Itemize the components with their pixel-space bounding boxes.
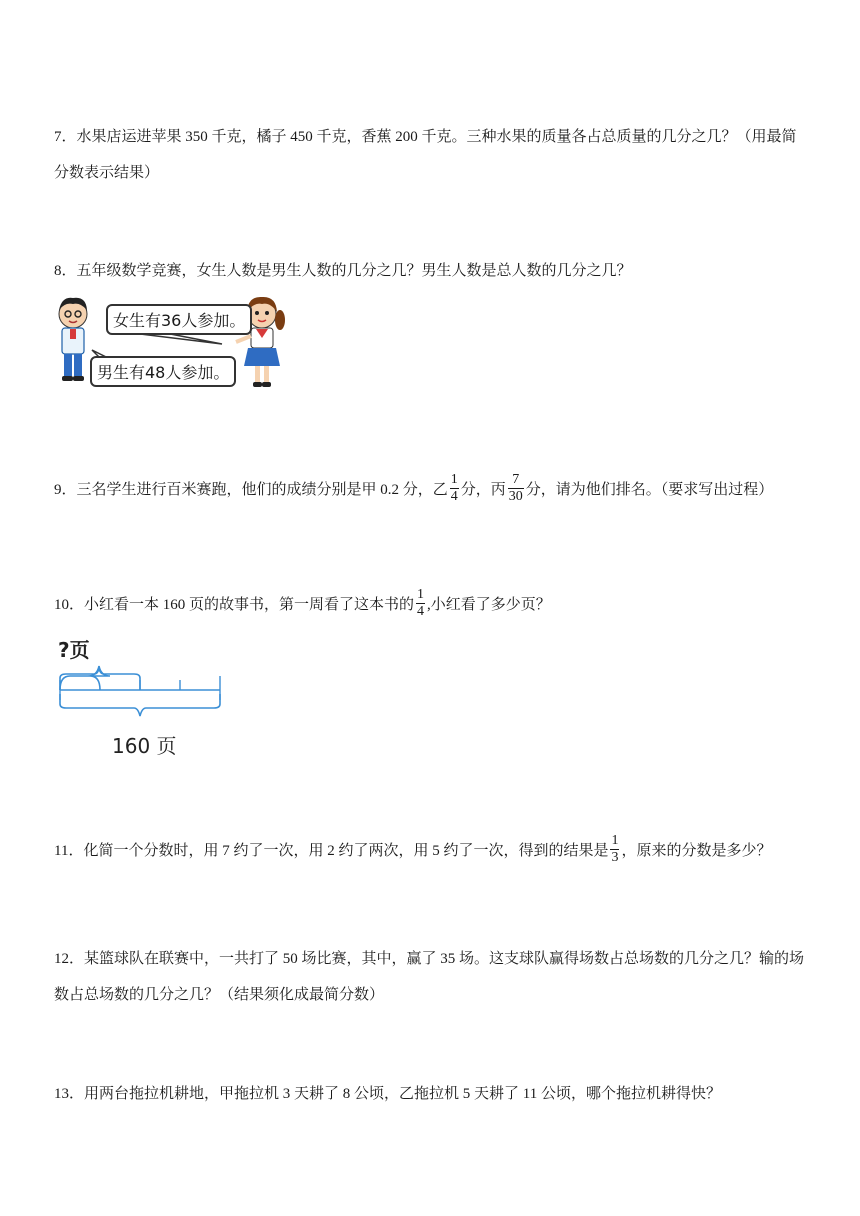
- question-10-text-2: ,小红看了多少页？: [427, 596, 551, 613]
- question-7-line-2: 分数表示结果）: [54, 165, 160, 181]
- boy-speech-bubble: 男生有48人参加。: [90, 356, 236, 387]
- question-7: [54, 122, 824, 188]
- boy-figure: [59, 298, 87, 381]
- question-7-line-1: 7．水果店运进苹果 350 千克，橘子 450 千克，香蕉 200 千克。三种水果的质量各占总质量的几分之几？（用最简: [54, 129, 797, 145]
- fraction-seven-thirtieths: $\frac{7}{30}$: [508, 472, 523, 504]
- top-brace: [60, 666, 110, 690]
- question-10: [54, 589, 824, 622]
- question-8: 8．五年级数学竞赛，女生人数是男生人数的几分之几？男生人数是总人数的几分之几？: [54, 263, 632, 279]
- question-12-line-2: 数占总场数的几分之几？（结果须化成最简分数）: [54, 987, 385, 1003]
- question-12: [54, 944, 824, 1010]
- diagram-top-label: ?页: [58, 638, 90, 662]
- question-13: 13．用两台拖拉机耕地，甲拖拉机 3 天耕了 8 公顷，乙拖拉机 5 天耕了 11 公顷，哪个拖拉机耕得快？: [54, 1086, 721, 1102]
- question-9: [54, 474, 824, 507]
- fraction-one-third: $\frac{1}{3}$: [611, 833, 619, 865]
- question-10-text-1: 10．小红看一本 160 页的故事书，第一周看了这本书的: [54, 596, 415, 613]
- question-9-text-3: 分，请为他们排名。（要求写出过程）: [525, 481, 774, 498]
- question-11: [54, 835, 824, 868]
- question-12-line-1: 12．某篮球队在联赛中，一共打了 50 场比赛，其中，赢了 35 场。这支球队赢得场数占总场数的几分之几？输的场: [54, 951, 805, 967]
- question-8-illustration: [50, 292, 290, 398]
- question-9-text-1: 9．三名学生进行百米赛跑，他们的成绩分别是甲 0.2 分，乙: [54, 481, 448, 498]
- line-segment-diagram: [52, 632, 232, 758]
- fraction-one-quarter: $\frac{1}{4}$: [417, 587, 425, 619]
- diagram-bottom-label: 160 页: [112, 734, 177, 758]
- question-11-text-1: 11．化简一个分数时，用 7 约了一次，用 2 约了两次，用 5 约了一次，得到的结果是: [54, 842, 609, 859]
- fraction-one-quarter: $\frac{1}{4}$: [450, 472, 458, 504]
- question-9-text-2: 分，丙: [460, 481, 506, 498]
- whole-brace: [60, 694, 220, 716]
- question-11-text-2: ，原来的分数是多少？: [621, 842, 772, 859]
- girl-speech-bubble: 女生有36人参加。: [106, 304, 252, 335]
